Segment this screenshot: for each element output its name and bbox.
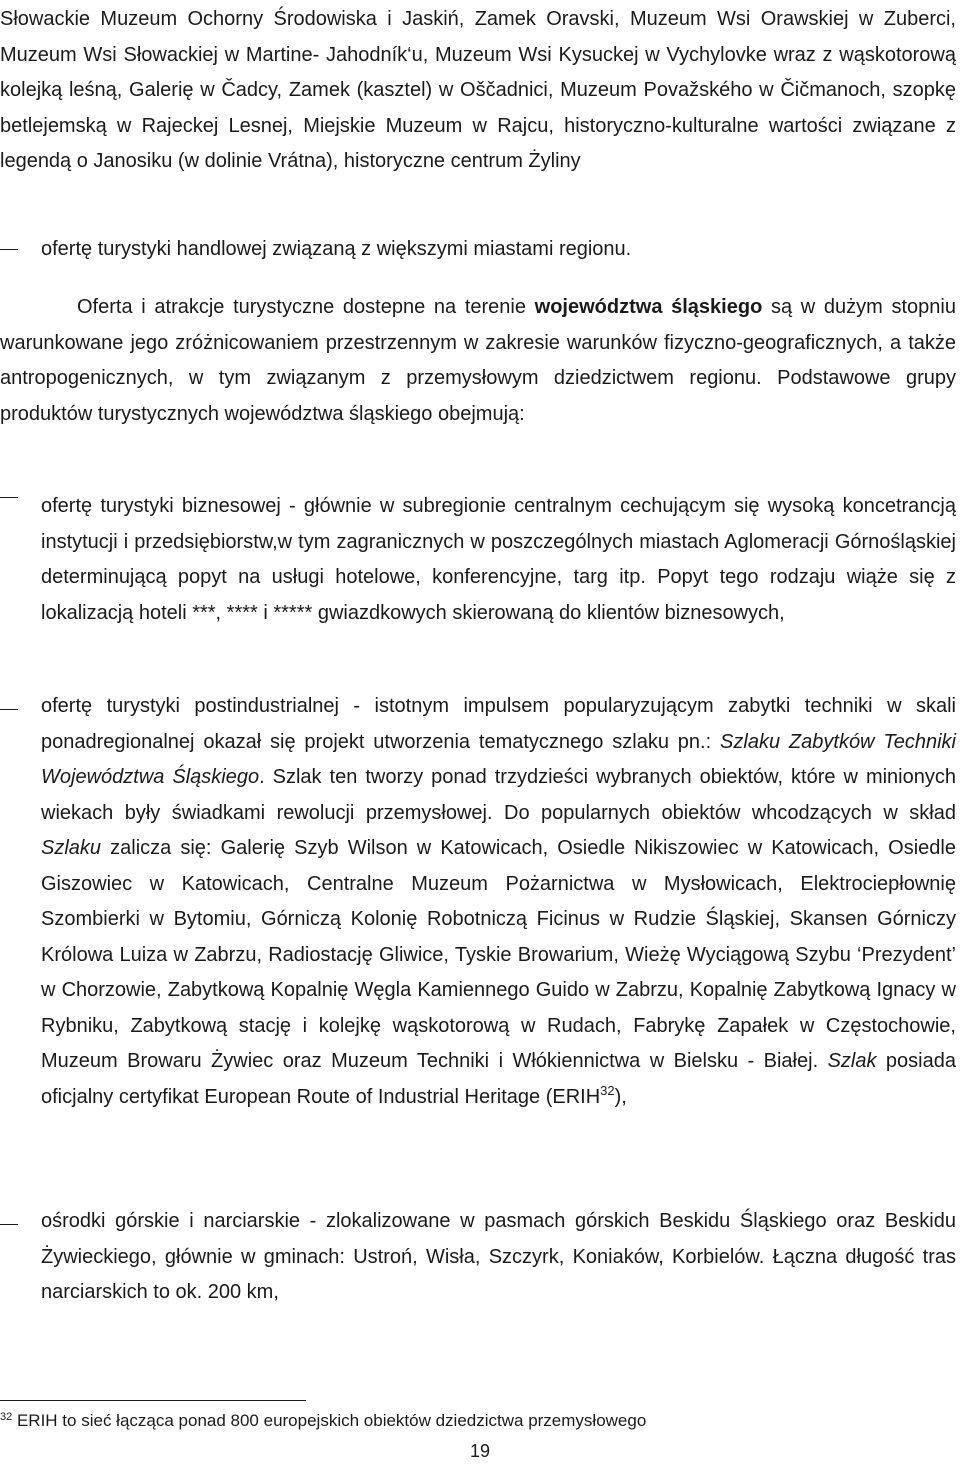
postind-part5: ), bbox=[614, 1085, 627, 1108]
page-number: 19 bbox=[469, 1441, 491, 1461]
postind-part1: ofertę turystyki postindustrialnej - istotnym impulsem popularyzującym zabytki techniki w skali ponadregionalnej okazał się projekt utworzenia tematycznego szlaku pn.: bbox=[41, 695, 956, 753]
list-dash-3 bbox=[0, 709, 18, 710]
list-dash-2 bbox=[0, 497, 18, 498]
footnote-separator bbox=[0, 1400, 306, 1401]
silesia-text-part2: są w dużym stopniu warunkowane jego zróżnicowaniem przestrzennym w zakresie warunków fizyczno-geograficznych, a także antropogenicznych, w tym związanym z przemysłowym dziedzictwem regionu. Podstawowe grupy produktów turystycznych województwa śląskiego obejmują: bbox=[0, 296, 956, 425]
list-item-trade: ofertę turystyki handlowej związaną z większymi miastami regionu. bbox=[41, 238, 632, 260]
postind-part4: posiada oficjalny certyfikat European Route of Industrial Heritage (ERIH bbox=[41, 1050, 956, 1108]
silesia-paragraph bbox=[0, 290, 956, 432]
silesia-bold-region: województwa śląskiego bbox=[534, 296, 763, 318]
footnote-number: 32 bbox=[0, 1411, 13, 1423]
list-item-postindustrial bbox=[41, 689, 956, 1115]
postind-part3: zalicza się: Galerię Szyb Wilson w Katowicach, Osiedle Nikiszowiec w Katowicach, Osiedle Giszowiec w Katowicach, Centralne Muzeum Pożarnictwa w Mysłowicach, Elektrociepłownię Szombierki w Bytomiu, Górniczą Kolonię Robotniczą Ficinus w Rudzie Śląskiej, Skansen Górniczy Królowa Luiza w Zabrzu, Radiostację Gliwice, Tyskie Browarium, Wieżę Wyciągową Szybu ‘Prezydent’ w Chorzowie, Zabytkową Kopalnię Węgla Kamiennego Guido w Zabrzu, Kopalnię Zabytkową Ignacy w Rybniku, Zabytkową stację i kolejkę wąskotorową w Rudach, Fabrykę Zapałek w Częstochowie, Muzeum Browaru Żywiec oraz Muzeum Techniki i Włókiennictwa w Bielsku - Białej. bbox=[41, 837, 956, 1072]
list-dash-4 bbox=[0, 1224, 18, 1225]
postind-part2: . Szlak ten tworzy ponad trzydzieści wybranych obiektów, które w minionych wiekach były świadkami rewolucji przemysłowej. Do popularnych obiektów whcodzących w skład bbox=[41, 766, 956, 824]
intro-paragraph: Słowackie Muzeum Ochorny Środowiska i Jaskiń, Zamek Oravski, Muzeum Wsi Orawskiej w Zuberci, Muzeum Wsi Słowackiej w Martine- Jahodník‘u, Muzeum Wsi Kysuckej w Vychylovke wraz z wąskotorową kolejką leśną, Galerię w Čadcy, Zamek (kasztel) w Oščadnici, Muzeum Považského w Čičmanoch, szopkę betlejemską w Rajeckej Lesnej, Miejskie Muzeum w Rajcu, historyczno-kulturalne wartości związane z legendą o Janosiku (w dolinie Vrátna), historyczne centrum Żyliny bbox=[0, 8, 956, 172]
list-item-mountain: ośrodki górskie i narciarskie - zlokalizowane w pasmach górskich Beskidu Śląskiego oraz Beskidu Żywieckiego, głównie w gminach: Ustroń, Wisła, Szczyrk, Koniaków, Korbielów. Łączna długość tras narciarskich to ok. 200 km, bbox=[41, 1210, 956, 1303]
postind-trail-word: Szlaku bbox=[41, 837, 102, 859]
footnote-reference: 32 bbox=[600, 1082, 615, 1098]
footnote-text: ERIH to sieć łącząca ponad 800 europejskich obiektów dziedzictwa przemysłowego bbox=[12, 1411, 647, 1430]
footnote bbox=[0, 1410, 956, 1432]
list-dash-1 bbox=[0, 249, 18, 250]
postind-trail-name: Szlaku Zabytków Techniki Województwa Śląskiego bbox=[41, 730, 956, 788]
postind-trail-word-2: Szlak bbox=[827, 1050, 877, 1072]
silesia-text-part1: Oferta i atrakcje turystyczne dostepne na terenie bbox=[77, 296, 535, 318]
list-item-business: ofertę turystyki biznesowej - głównie w subregionie centralnym cechującym się wysoką koncetrancją instytucji i przedsiębiorstw,w tym zagranicznych w poszczególnych miastach Aglomeracji Górnośląskiej determinującą popyt na usługi hotelowe, konferencyjne, targ itp. Popyt tego rodzaju wiąże się z lokalizacją hoteli ***, **** i ***** gwiazdkowych skierowaną do klientów biznesowych, bbox=[41, 495, 956, 624]
